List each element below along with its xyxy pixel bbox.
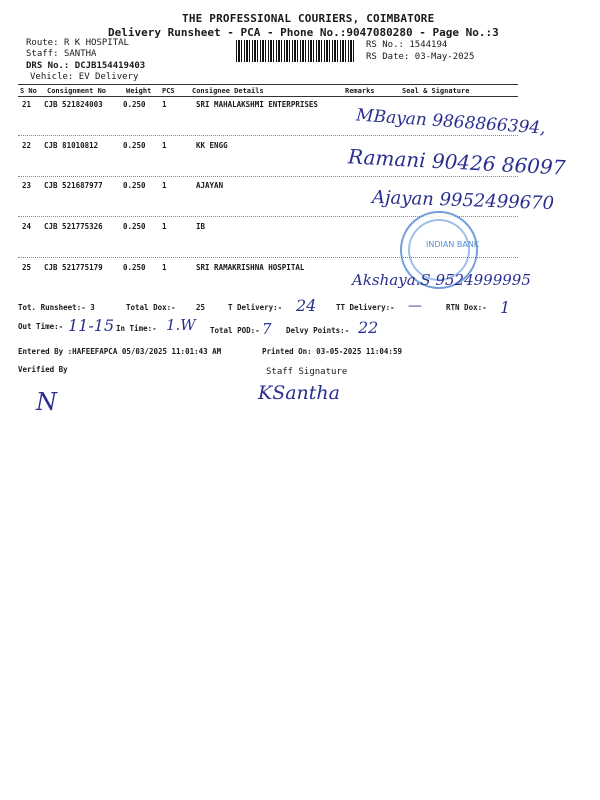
out-time-label: Out Time:-: [18, 322, 64, 331]
bank-seal-text: INDIAN BANK: [426, 240, 480, 249]
runsheet-subtitle: Delivery Runsheet - PCA - Phone No.:9047080280 - Page No.:3: [108, 26, 499, 39]
delvy-points-value: 22: [358, 318, 379, 337]
rs-date-label: RS Date:: [366, 52, 410, 62]
row-25-consignee: SRI RAMAKRISHNA HOSPITAL: [196, 263, 305, 272]
rs-no-line: [366, 40, 447, 50]
row-21-sno: 21: [22, 100, 32, 109]
row-23-weight: 0.250: [123, 181, 146, 190]
rs-no-value: 1544194: [409, 40, 448, 50]
verified-by-label: Verified By: [18, 365, 68, 374]
row-23-handwritten-signature: Ajayan 9952499670: [371, 186, 555, 215]
row-divider: [18, 135, 518, 136]
rs-date-line: [366, 52, 474, 62]
col-seal-signature: Seal & Signature: [402, 87, 470, 95]
row-22-pcs: 1: [162, 141, 167, 150]
vehicle-label: Vehicle:: [30, 72, 74, 82]
company-title: THE PROFESSIONAL COURIERS, COIMBATORE: [182, 12, 435, 25]
row-22-consignment: CJB 81010812: [44, 141, 99, 150]
row-23-consignee: AJAYAN: [196, 181, 224, 190]
row-25-weight: 0.250: [123, 263, 146, 272]
entered-by: Entered By :HAFEEFAPCA 05/03/2025 11:01:43 AM: [18, 347, 222, 356]
row-22-handwritten-signature: Ramani 90426 86097: [347, 144, 567, 180]
rs-no-label: RS No.:: [366, 40, 404, 50]
row-24-weight: 0.250: [123, 222, 146, 231]
delvy-points-label: Delvy Points:-: [286, 326, 350, 335]
row-21-consignee: SRI MAHALAKSHMI ENTERPRISES: [196, 100, 318, 109]
tt-delivery-value: —: [408, 298, 422, 314]
row-24-consignee: IB: [196, 222, 206, 231]
row-24-consignment: CJB 521775326: [44, 222, 103, 231]
drs-line: [26, 61, 145, 71]
verified-by-signature: N: [36, 388, 57, 416]
route-label: Route:: [26, 38, 59, 48]
route-line: [26, 38, 129, 48]
row-24-sno: 24: [22, 222, 32, 231]
row-21-handwritten-signature: MBayan 9868866394,: [355, 105, 547, 139]
printed-on: Printed On: 03-05-2025 11:04:59: [262, 347, 402, 356]
col-sno: S No: [20, 87, 37, 95]
total-dox-value: 25: [196, 303, 206, 312]
route-value: R K HOSPITAL: [63, 38, 129, 48]
t-delivery-value: 24: [296, 296, 317, 315]
vehicle-value: EV Delivery: [78, 72, 139, 82]
in-time-value: 1.W: [166, 316, 196, 334]
rtn-dox-value: 1: [500, 298, 511, 317]
rtn-dox-label: RTN Dox:-: [446, 303, 487, 312]
row-divider: [18, 257, 518, 258]
header-top-rule: [18, 84, 518, 85]
row-25-consignment: CJB 521775179: [44, 263, 103, 272]
row-24-pcs: 1: [162, 222, 167, 231]
col-remarks: Remarks: [345, 87, 375, 95]
t-delivery-label: T Delivery:-: [228, 303, 283, 312]
drs-label: DRS No.:: [26, 61, 70, 71]
col-consignment: Consignment No: [47, 87, 107, 95]
staff-value: SANTHA: [63, 49, 97, 59]
staff-signature-handwriting: KSantha: [258, 382, 340, 404]
row-23-consignment: CJB 521687977: [44, 181, 103, 190]
header-bottom-rule: [18, 96, 518, 97]
row-22-weight: 0.250: [123, 141, 146, 150]
vehicle-line: [30, 72, 138, 82]
col-weight: Weight: [126, 87, 152, 95]
row-25-pcs: 1: [162, 263, 167, 272]
row-25-handwritten-signature: Akshaya.S 9524999995: [352, 271, 531, 289]
row-21-weight: 0.250: [123, 100, 146, 109]
total-pod-value: 7: [262, 320, 272, 338]
col-pcs: PCS: [162, 87, 175, 95]
staff-signature-label: Staff Signature: [266, 367, 348, 377]
row-22-sno: 22: [22, 141, 32, 150]
row-21-pcs: 1: [162, 100, 167, 109]
row-22-consignee: KK ENGG: [196, 141, 228, 150]
total-pod-label: Total POD:-: [210, 326, 260, 335]
staff-line: [26, 49, 96, 59]
row-25-sno: 25: [22, 263, 32, 272]
in-time-label: In Time:-: [116, 324, 157, 333]
barcode: [236, 40, 356, 62]
row-divider: [18, 176, 518, 177]
row-23-pcs: 1: [162, 181, 167, 190]
col-consignee: Consignee Details: [192, 87, 264, 95]
row-21-consignment: CJB 521824003: [44, 100, 103, 109]
tot-runsheet: Tot. Runsheet:- 3: [18, 303, 95, 312]
rs-date-value: 03-May-2025: [414, 52, 475, 62]
drs-value: DCJB154419403: [74, 61, 146, 71]
out-time-value: 11-15: [68, 316, 115, 335]
staff-label: Staff:: [26, 49, 59, 59]
total-dox-label: Total Dox:-: [126, 303, 176, 312]
tt-delivery-label: TT Delivery:-: [336, 303, 395, 312]
row-23-sno: 23: [22, 181, 32, 190]
